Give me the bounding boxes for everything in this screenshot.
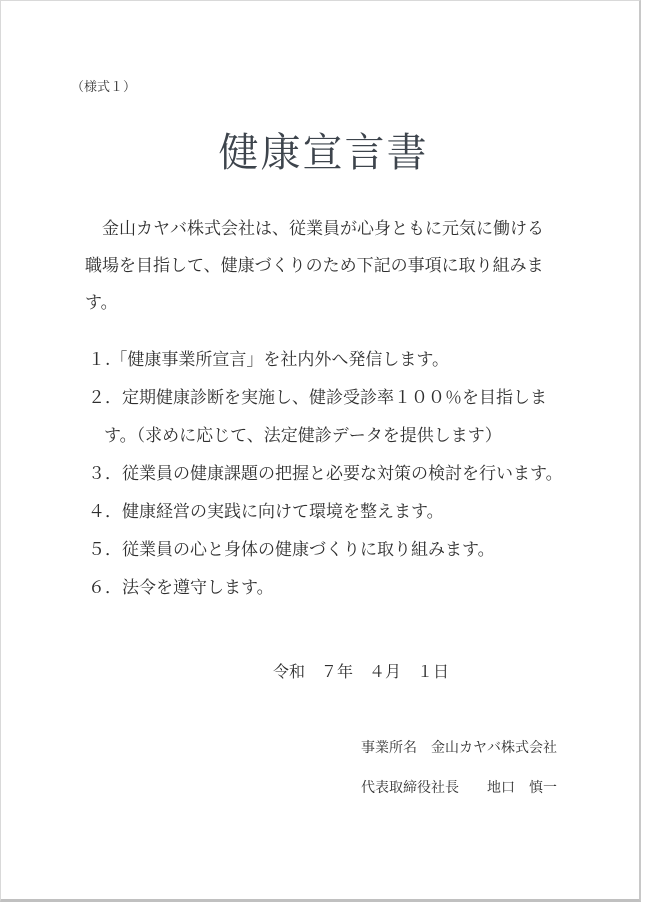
declaration-item-5: ５．従業員の心と身体の健康づくりに取り組みます。 xyxy=(88,540,495,560)
form-label: （様式１） xyxy=(71,80,137,95)
intro-line: す。 xyxy=(85,293,118,313)
intro-paragraph xyxy=(85,211,575,322)
declaration-item-3: ３．従業員の健康課題の把握と必要な対策の検討を行います。 xyxy=(88,464,563,484)
declaration-list xyxy=(88,341,588,607)
document-title: 健康宣言書 xyxy=(218,130,429,176)
declaration-item-2-continued: す。（求めに応じて、法定健診データを提供します） xyxy=(104,426,502,446)
intro-line: 金山カヤバ株式会社は、従業員が心身ともに元気に働ける xyxy=(85,219,544,239)
declaration-item-1: １.「健康事業所宣言」を社内外へ発信します。 xyxy=(88,350,450,370)
intro-line: 職場を目指して、健康づくりのため下記の事項に取り組みま xyxy=(85,256,544,276)
declaration-item-2: ２．定期健康診断を実施し、健診受診率１００％を目指しま xyxy=(88,388,547,408)
declaration-item-6: ６．法令を遵守します。 xyxy=(88,578,274,598)
office-name-line: 事業所名 金山カヤバ株式会社 xyxy=(361,740,557,756)
representative-line: 代表取締役社長 地口 慎一 xyxy=(361,780,557,796)
declaration-date: 令和 ７年 ４月 １日 xyxy=(273,662,450,681)
declaration-item-4: ４．健康経営の実践に向けて環境を整えます。 xyxy=(88,502,444,522)
